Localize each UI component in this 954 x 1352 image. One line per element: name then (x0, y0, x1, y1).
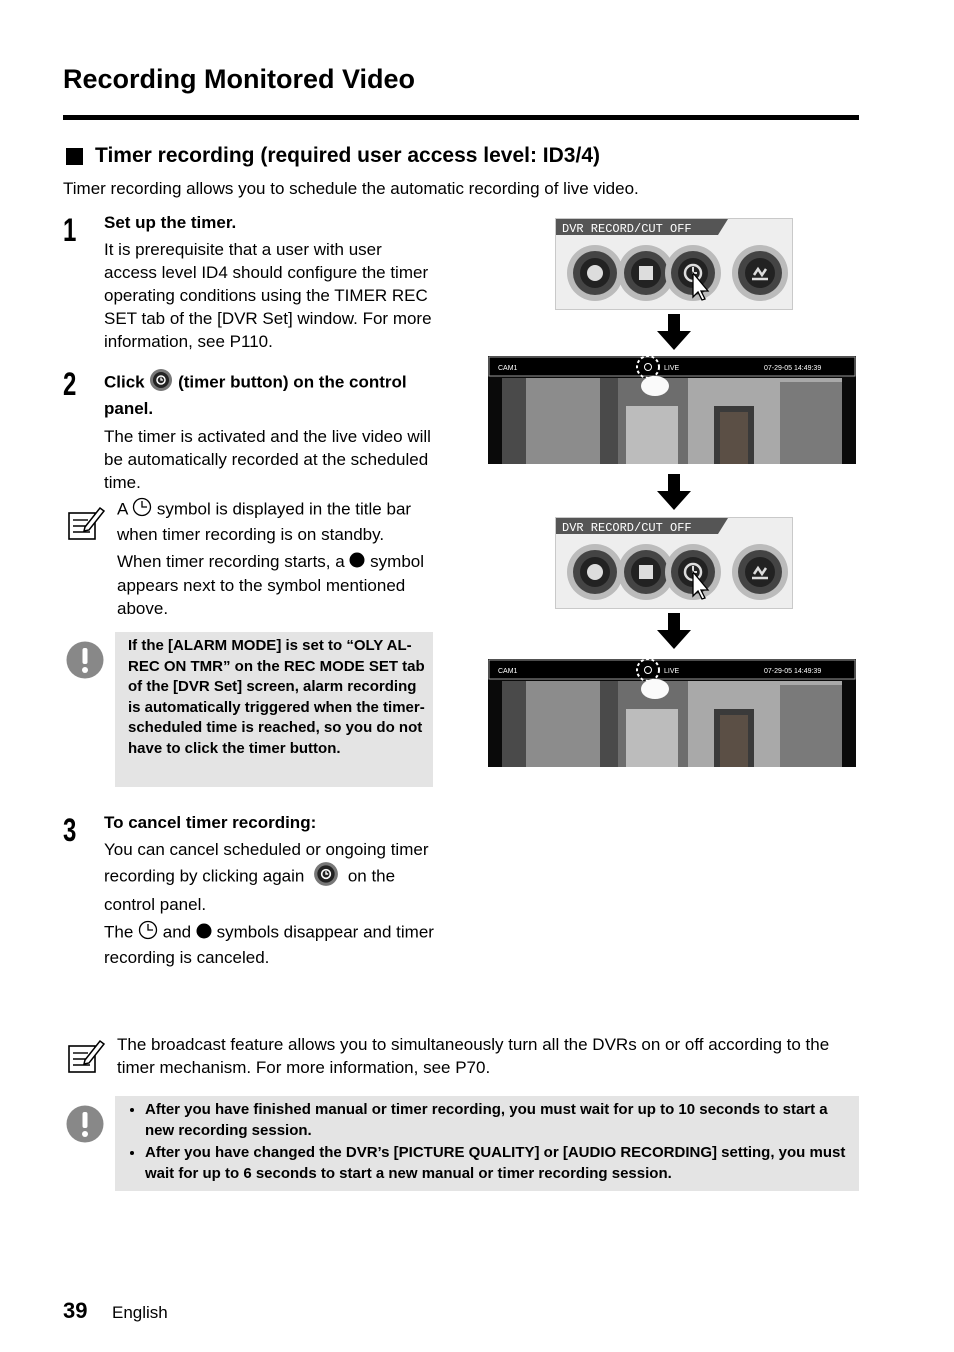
note-2-text: The broadcast feature allows you to simultaneously turn all the DVRs on or off according to the timer mechanism. For more information, see P70. (117, 1035, 830, 1077)
step-2 (104, 368, 439, 494)
step-3-body (104, 838, 439, 916)
intro-text: Timer recording allows you to schedule the automatic recording of live video. (63, 179, 639, 198)
caution-2-item: • After you have finished manual or timer recording, you must wait for up to 10 seconds to start a new recording session. (145, 1100, 851, 1141)
cam-label: CAM1 (498, 365, 518, 372)
step-3-body2-mid: and (162, 922, 192, 942)
step-3-body2-post: symbols disappear and timer recording is canceled. (104, 922, 434, 967)
note-1-line-2-pre: When timer recording starts, a (117, 552, 345, 571)
dvr-panel-label: DVR RECORD/CUT OFF (562, 521, 692, 535)
step-2-title-post: (timer button) on the control panel. (104, 372, 407, 418)
caution-icon (66, 641, 104, 684)
record-dot-icon (349, 551, 365, 574)
note-1-line-1-pre: A (117, 499, 128, 519)
timer-button-icon (149, 368, 173, 398)
live-video-screenshot (488, 659, 856, 767)
dvr-control-panel-screenshot (555, 517, 793, 609)
step-3-body-post: on the control panel. (104, 866, 396, 914)
note-1-line-2 (117, 550, 435, 620)
clock-symbol-icon (138, 920, 158, 946)
note-1-line-1-post: symbol is displayed in the title bar when timer recording is on standby. (117, 499, 412, 544)
caution-2-item: • After you have changed the DVR’s [PICTURE QUALITY] or [AUDIO RECORDING] setting, you must wait for up to 6 seconds to start a new manual or timer recording session. (145, 1143, 851, 1184)
step-1-body: It is prerequisite that a user with user access level ID4 should configure the timer operating conditions using the TIMER REC SET tab of the [DVR Set] window. For more information, see P110. (104, 240, 432, 351)
record-button-icon (567, 245, 623, 301)
broadcast-button-icon (732, 544, 788, 600)
caution-2-list (115, 1096, 859, 1184)
down-arrow-icon (657, 474, 691, 515)
caution-box-2 (115, 1096, 859, 1191)
note-1 (117, 497, 435, 620)
dvr-panel-label: DVR RECORD/CUT OFF (562, 222, 692, 236)
record-dot-icon (196, 922, 212, 945)
record-button-icon (567, 544, 623, 600)
broadcast-button-icon (732, 245, 788, 301)
note-1-line-1 (117, 497, 435, 546)
down-arrow-icon (657, 613, 691, 654)
timestamp: 07-29-05 14:49:39 (764, 668, 822, 675)
section-heading (66, 144, 600, 168)
step-number-2: 2 (63, 366, 77, 402)
cam-label: CAM1 (498, 668, 518, 675)
down-arrow-icon (657, 314, 691, 355)
step-2-body: The timer is activated and the live video will be automatically recorded at the scheduled time. (104, 427, 431, 492)
step-1-title: Set up the timer. (104, 213, 237, 232)
step-2-title-pre: Click (104, 372, 145, 392)
section-title: Timer recording (required user access level: ID3/4) (95, 144, 600, 167)
step-number-1: 1 (63, 212, 77, 248)
timestamp: 07-29-05 14:49:39 (764, 365, 822, 372)
note-1-line-2-post: symbol appears next to the symbol mentioned above. (117, 552, 425, 619)
page-number: 39 (63, 1298, 88, 1323)
title-rule (63, 115, 859, 120)
step-3 (104, 813, 439, 969)
dvr-control-panel-screenshot (555, 218, 793, 310)
step-number-3: 3 (63, 812, 77, 848)
section-square-icon (66, 148, 83, 165)
step-3-body2-pre: The (104, 922, 134, 942)
caution-icon (66, 1105, 104, 1148)
note-icon (66, 503, 106, 548)
language-label: English (112, 1303, 168, 1322)
note-icon (66, 1036, 106, 1081)
caution-box-1 (115, 632, 433, 787)
timer-button-icon (313, 861, 339, 893)
step-3-title: To cancel timer recording: (104, 813, 317, 832)
clock-symbol-icon (132, 497, 152, 523)
live-video-screenshot (488, 356, 856, 464)
live-label: LIVE (664, 365, 680, 372)
page-title: Recording Monitored Video (63, 64, 416, 94)
step-1 (104, 213, 439, 353)
step-3-body-pre: You can cancel scheduled or ongoing timer recording by clicking again (104, 840, 429, 886)
step-2-title (104, 368, 439, 420)
live-label: LIVE (664, 668, 680, 675)
caution-1-text: If the [ALARM MODE] is set to “OLY AL-REC ON TMR” on the REC MODE SET tab of the [DVR Set] screen, alarm recording is automatically triggered when the timer-scheduled time is reached, so you do not have to click the timer button. (128, 637, 425, 757)
step-3-body-2 (104, 920, 439, 969)
